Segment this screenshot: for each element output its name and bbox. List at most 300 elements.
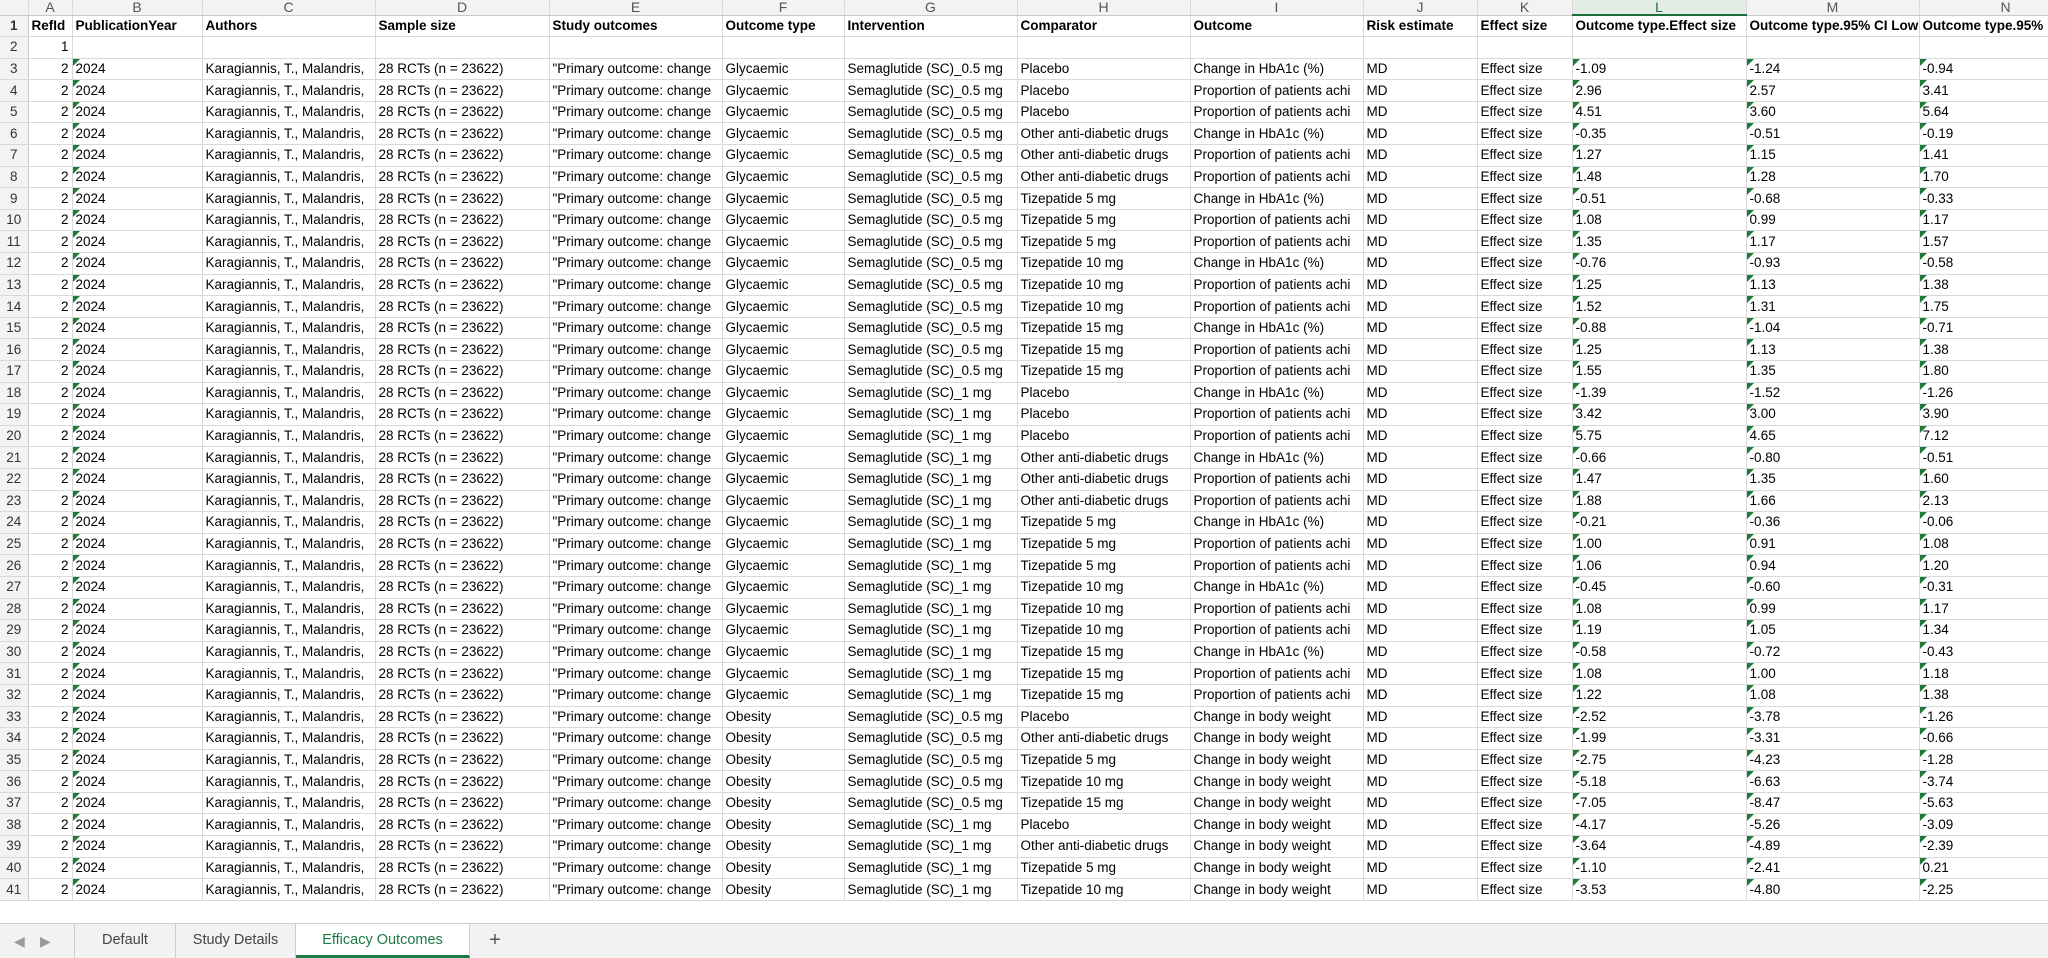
- table-cell[interactable]: [375, 37, 549, 59]
- table-cell[interactable]: -1.10: [1572, 857, 1746, 879]
- table-cell[interactable]: 2: [28, 145, 72, 167]
- table-cell[interactable]: Effect size: [1477, 274, 1572, 296]
- table-cell[interactable]: Effect size: [1477, 490, 1572, 512]
- table-cell[interactable]: -1.24: [1746, 58, 1919, 80]
- table-cell[interactable]: Glycaemic: [722, 361, 844, 383]
- table-cell[interactable]: Semaglutide (SC)_1 mg: [844, 598, 1017, 620]
- table-cell[interactable]: MD: [1363, 231, 1477, 253]
- column-header-i[interactable]: I: [1190, 0, 1363, 15]
- table-cell[interactable]: Semaglutide (SC)_0.5 mg: [844, 209, 1017, 231]
- table-cell[interactable]: -0.58: [1919, 253, 2048, 275]
- table-cell[interactable]: 2024: [72, 188, 202, 210]
- table-cell[interactable]: -2.39: [1919, 836, 2048, 858]
- table-cell[interactable]: Semaglutide (SC)_1 mg: [844, 555, 1017, 577]
- table-cell[interactable]: MD: [1363, 58, 1477, 80]
- table-cell[interactable]: Semaglutide (SC)_1 mg: [844, 425, 1017, 447]
- table-cell[interactable]: Effect size: [1477, 641, 1572, 663]
- table-cell[interactable]: Effect size: [1477, 792, 1572, 814]
- table-cell[interactable]: Semaglutide (SC)_0.5 mg: [844, 231, 1017, 253]
- table-cell[interactable]: MD: [1363, 425, 1477, 447]
- table-cell[interactable]: Glycaemic: [722, 598, 844, 620]
- table-cell[interactable]: Change in body weight: [1190, 706, 1363, 728]
- table-cell[interactable]: 5.75: [1572, 425, 1746, 447]
- table-cell[interactable]: MD: [1363, 490, 1477, 512]
- table-cell[interactable]: Tizepatide 10 mg: [1017, 253, 1190, 275]
- table-cell[interactable]: MD: [1363, 706, 1477, 728]
- table-cell[interactable]: Effect size: [1477, 339, 1572, 361]
- table-cell[interactable]: Proportion of patients achi: [1190, 209, 1363, 231]
- table-cell[interactable]: "Primary outcome: change: [549, 253, 722, 275]
- row-header[interactable]: 8: [0, 166, 28, 188]
- table-cell[interactable]: 1.70: [1919, 166, 2048, 188]
- table-cell[interactable]: -1.28: [1919, 749, 2048, 771]
- row-header[interactable]: 7: [0, 145, 28, 167]
- table-cell[interactable]: Effect size: [1477, 361, 1572, 383]
- table-cell[interactable]: Tizepatide 5 mg: [1017, 533, 1190, 555]
- table-cell[interactable]: Glycaemic: [722, 145, 844, 167]
- table-cell[interactable]: "Primary outcome: change: [549, 792, 722, 814]
- row-header[interactable]: 41: [0, 879, 28, 901]
- sheet-tab-study-details[interactable]: Study Details: [176, 924, 296, 958]
- column-header-m[interactable]: M: [1746, 0, 1919, 15]
- table-cell[interactable]: "Primary outcome: change: [549, 836, 722, 858]
- table-cell[interactable]: Change in HbA1c (%): [1190, 58, 1363, 80]
- table-cell[interactable]: "Primary outcome: change: [549, 339, 722, 361]
- table-cell[interactable]: Glycaemic: [722, 620, 844, 642]
- table-cell[interactable]: Tizepatide 10 mg: [1017, 576, 1190, 598]
- table-cell[interactable]: Proportion of patients achi: [1190, 555, 1363, 577]
- table-cell[interactable]: 2: [28, 80, 72, 102]
- table-cell[interactable]: Tizepatide 10 mg: [1017, 879, 1190, 901]
- row-header[interactable]: 33: [0, 706, 28, 728]
- table-cell[interactable]: Change in HbA1c (%): [1190, 576, 1363, 598]
- table-cell[interactable]: 0.94: [1746, 555, 1919, 577]
- table-cell[interactable]: -0.33: [1919, 188, 2048, 210]
- table-cell[interactable]: Glycaemic: [722, 339, 844, 361]
- table-cell[interactable]: 0.91: [1746, 533, 1919, 555]
- table-cell[interactable]: "Primary outcome: change: [549, 533, 722, 555]
- table-cell[interactable]: Semaglutide (SC)_1 mg: [844, 382, 1017, 404]
- table-cell[interactable]: MD: [1363, 123, 1477, 145]
- table-cell[interactable]: Semaglutide (SC)_1 mg: [844, 836, 1017, 858]
- table-cell[interactable]: "Primary outcome: change: [549, 728, 722, 750]
- table-cell[interactable]: 28 RCTs (n = 23622): [375, 728, 549, 750]
- table-cell[interactable]: Karagiannis, T., Malandris,: [202, 101, 375, 123]
- column-header-d[interactable]: D: [375, 0, 549, 15]
- table-cell[interactable]: 2: [28, 792, 72, 814]
- table-cell[interactable]: -0.93: [1746, 253, 1919, 275]
- table-cell[interactable]: 2: [28, 274, 72, 296]
- table-cell[interactable]: MD: [1363, 576, 1477, 598]
- table-cell[interactable]: -3.31: [1746, 728, 1919, 750]
- table-cell[interactable]: Outcome: [1190, 15, 1363, 37]
- table-cell[interactable]: MD: [1363, 533, 1477, 555]
- table-cell[interactable]: -3.09: [1919, 814, 2048, 836]
- table-cell[interactable]: 2: [28, 706, 72, 728]
- table-cell[interactable]: -0.88: [1572, 317, 1746, 339]
- table-cell[interactable]: MD: [1363, 468, 1477, 490]
- table-cell[interactable]: [1477, 37, 1572, 59]
- table-cell[interactable]: -0.58: [1572, 641, 1746, 663]
- table-cell[interactable]: Sample size: [375, 15, 549, 37]
- table-cell[interactable]: Glycaemic: [722, 253, 844, 275]
- table-cell[interactable]: 28 RCTs (n = 23622): [375, 404, 549, 426]
- table-cell[interactable]: 2: [28, 663, 72, 685]
- table-cell[interactable]: 2024: [72, 253, 202, 275]
- table-cell[interactable]: -4.89: [1746, 836, 1919, 858]
- table-cell[interactable]: MD: [1363, 555, 1477, 577]
- table-cell[interactable]: Karagiannis, T., Malandris,: [202, 728, 375, 750]
- table-cell[interactable]: MD: [1363, 814, 1477, 836]
- table-cell[interactable]: Karagiannis, T., Malandris,: [202, 339, 375, 361]
- table-cell[interactable]: MD: [1363, 253, 1477, 275]
- table-cell[interactable]: Karagiannis, T., Malandris,: [202, 771, 375, 793]
- table-cell[interactable]: Tizepatide 5 mg: [1017, 512, 1190, 534]
- table-cell[interactable]: Change in HbA1c (%): [1190, 447, 1363, 469]
- table-cell[interactable]: 1.48: [1572, 166, 1746, 188]
- table-cell[interactable]: 2024: [72, 836, 202, 858]
- table-cell[interactable]: Karagiannis, T., Malandris,: [202, 706, 375, 728]
- table-cell[interactable]: -2.52: [1572, 706, 1746, 728]
- table-cell[interactable]: Glycaemic: [722, 231, 844, 253]
- table-cell[interactable]: -2.75: [1572, 749, 1746, 771]
- table-cell[interactable]: Proportion of patients achi: [1190, 404, 1363, 426]
- row-header[interactable]: 21: [0, 447, 28, 469]
- table-cell[interactable]: 2024: [72, 576, 202, 598]
- table-cell[interactable]: 2024: [72, 209, 202, 231]
- table-cell[interactable]: 2024: [72, 533, 202, 555]
- table-cell[interactable]: 1.17: [1919, 209, 2048, 231]
- table-cell[interactable]: Semaglutide (SC)_1 mg: [844, 879, 1017, 901]
- sheet-tab-default[interactable]: Default: [74, 924, 176, 958]
- table-cell[interactable]: 28 RCTs (n = 23622): [375, 533, 549, 555]
- table-cell[interactable]: MD: [1363, 274, 1477, 296]
- table-cell[interactable]: 2: [28, 533, 72, 555]
- table-cell[interactable]: Proportion of patients achi: [1190, 145, 1363, 167]
- table-cell[interactable]: Obesity: [722, 728, 844, 750]
- table-cell[interactable]: MD: [1363, 641, 1477, 663]
- table-cell[interactable]: Semaglutide (SC)_0.5 mg: [844, 706, 1017, 728]
- table-cell[interactable]: Tizepatide 15 mg: [1017, 317, 1190, 339]
- table-cell[interactable]: 28 RCTs (n = 23622): [375, 792, 549, 814]
- table-cell[interactable]: 2: [28, 879, 72, 901]
- table-cell[interactable]: Tizepatide 15 mg: [1017, 361, 1190, 383]
- table-cell[interactable]: 2024: [72, 317, 202, 339]
- table-cell[interactable]: MD: [1363, 145, 1477, 167]
- table-cell[interactable]: Karagiannis, T., Malandris,: [202, 166, 375, 188]
- column-header-l[interactable]: L: [1572, 0, 1746, 15]
- table-cell[interactable]: Tizepatide 5 mg: [1017, 188, 1190, 210]
- table-cell[interactable]: Tizepatide 5 mg: [1017, 209, 1190, 231]
- table-cell[interactable]: Semaglutide (SC)_1 mg: [844, 490, 1017, 512]
- table-cell[interactable]: Obesity: [722, 857, 844, 879]
- table-cell[interactable]: Change in HbA1c (%): [1190, 123, 1363, 145]
- table-cell[interactable]: Glycaemic: [722, 404, 844, 426]
- table-cell[interactable]: Glycaemic: [722, 555, 844, 577]
- table-cell[interactable]: MD: [1363, 361, 1477, 383]
- table-cell[interactable]: Effect size: [1477, 576, 1572, 598]
- table-cell[interactable]: Karagiannis, T., Malandris,: [202, 80, 375, 102]
- table-cell[interactable]: Proportion of patients achi: [1190, 663, 1363, 685]
- table-cell[interactable]: Glycaemic: [722, 447, 844, 469]
- row-header[interactable]: 40: [0, 857, 28, 879]
- table-cell[interactable]: 2: [28, 425, 72, 447]
- table-cell[interactable]: 1.06: [1572, 555, 1746, 577]
- column-header-a[interactable]: A: [28, 0, 72, 15]
- table-cell[interactable]: 1.52: [1572, 296, 1746, 318]
- table-cell[interactable]: "Primary outcome: change: [549, 576, 722, 598]
- table-cell[interactable]: MD: [1363, 296, 1477, 318]
- table-cell[interactable]: 28 RCTs (n = 23622): [375, 253, 549, 275]
- table-cell[interactable]: "Primary outcome: change: [549, 641, 722, 663]
- row-header[interactable]: 10: [0, 209, 28, 231]
- row-header[interactable]: 6: [0, 123, 28, 145]
- table-cell[interactable]: Comparator: [1017, 15, 1190, 37]
- table-cell[interactable]: "Primary outcome: change: [549, 749, 722, 771]
- table-cell[interactable]: "Primary outcome: change: [549, 771, 722, 793]
- table-cell[interactable]: "Primary outcome: change: [549, 58, 722, 80]
- table-cell[interactable]: Semaglutide (SC)_0.5 mg: [844, 728, 1017, 750]
- table-cell[interactable]: 1.28: [1746, 166, 1919, 188]
- table-cell[interactable]: 28 RCTs (n = 23622): [375, 425, 549, 447]
- table-cell[interactable]: 0.99: [1746, 209, 1919, 231]
- table-cell[interactable]: Tizepatide 15 mg: [1017, 684, 1190, 706]
- row-header[interactable]: 5: [0, 101, 28, 123]
- table-cell[interactable]: Semaglutide (SC)_0.5 mg: [844, 253, 1017, 275]
- table-cell[interactable]: 1.31: [1746, 296, 1919, 318]
- table-cell[interactable]: Semaglutide (SC)_0.5 mg: [844, 792, 1017, 814]
- table-cell[interactable]: 2: [28, 620, 72, 642]
- table-cell[interactable]: Effect size: [1477, 620, 1572, 642]
- table-cell[interactable]: Placebo: [1017, 101, 1190, 123]
- table-cell[interactable]: 2024: [72, 706, 202, 728]
- row-header[interactable]: 37: [0, 792, 28, 814]
- table-cell[interactable]: Effect size: [1477, 771, 1572, 793]
- table-cell[interactable]: Karagiannis, T., Malandris,: [202, 231, 375, 253]
- table-cell[interactable]: 1.35: [1572, 231, 1746, 253]
- table-cell[interactable]: Semaglutide (SC)_0.5 mg: [844, 145, 1017, 167]
- table-cell[interactable]: 28 RCTs (n = 23622): [375, 123, 549, 145]
- table-cell[interactable]: 2024: [72, 792, 202, 814]
- table-cell[interactable]: Effect size: [1477, 231, 1572, 253]
- table-cell[interactable]: -4.17: [1572, 814, 1746, 836]
- column-header-n[interactable]: N: [1919, 0, 2048, 15]
- table-cell[interactable]: 2: [28, 641, 72, 663]
- table-cell[interactable]: 28 RCTs (n = 23622): [375, 620, 549, 642]
- table-cell[interactable]: 28 RCTs (n = 23622): [375, 339, 549, 361]
- table-cell[interactable]: Karagiannis, T., Malandris,: [202, 468, 375, 490]
- table-cell[interactable]: Effect size: [1477, 80, 1572, 102]
- table-cell[interactable]: Other anti-diabetic drugs: [1017, 490, 1190, 512]
- row-header[interactable]: 17: [0, 361, 28, 383]
- table-cell[interactable]: Change in HbA1c (%): [1190, 317, 1363, 339]
- table-cell[interactable]: -0.72: [1746, 641, 1919, 663]
- table-cell[interactable]: Effect size: [1477, 814, 1572, 836]
- table-cell[interactable]: 2: [28, 857, 72, 879]
- table-cell[interactable]: Effect size: [1477, 58, 1572, 80]
- table-cell[interactable]: 2: [28, 771, 72, 793]
- table-cell[interactable]: Change in body weight: [1190, 814, 1363, 836]
- table-cell[interactable]: 2024: [72, 512, 202, 534]
- table-cell[interactable]: 28 RCTs (n = 23622): [375, 814, 549, 836]
- table-cell[interactable]: MD: [1363, 598, 1477, 620]
- table-cell[interactable]: Karagiannis, T., Malandris,: [202, 663, 375, 685]
- row-header[interactable]: 16: [0, 339, 28, 361]
- table-cell[interactable]: 1.20: [1919, 555, 2048, 577]
- table-cell[interactable]: Other anti-diabetic drugs: [1017, 123, 1190, 145]
- table-cell[interactable]: 1.27: [1572, 145, 1746, 167]
- sheet-tab-efficacy-outcomes[interactable]: Efficacy Outcomes: [296, 924, 470, 958]
- table-cell[interactable]: Obesity: [722, 879, 844, 901]
- table-cell[interactable]: 2: [28, 490, 72, 512]
- table-cell[interactable]: MD: [1363, 857, 1477, 879]
- table-cell[interactable]: 1.60: [1919, 468, 2048, 490]
- table-cell[interactable]: -0.66: [1919, 728, 2048, 750]
- table-cell[interactable]: Semaglutide (SC)_1 mg: [844, 512, 1017, 534]
- row-header[interactable]: 35: [0, 749, 28, 771]
- table-cell[interactable]: 1.08: [1572, 598, 1746, 620]
- table-cell[interactable]: Tizepatide 10 mg: [1017, 620, 1190, 642]
- table-cell[interactable]: Karagiannis, T., Malandris,: [202, 512, 375, 534]
- table-cell[interactable]: Obesity: [722, 836, 844, 858]
- table-cell[interactable]: Semaglutide (SC)_1 mg: [844, 620, 1017, 642]
- table-cell[interactable]: 2: [28, 728, 72, 750]
- table-cell[interactable]: Glycaemic: [722, 188, 844, 210]
- table-cell[interactable]: [72, 37, 202, 59]
- table-cell[interactable]: Study outcomes: [549, 15, 722, 37]
- table-cell[interactable]: 28 RCTs (n = 23622): [375, 361, 549, 383]
- table-cell[interactable]: 2.13: [1919, 490, 2048, 512]
- table-cell[interactable]: Outcome type: [722, 15, 844, 37]
- table-cell[interactable]: 1.22: [1572, 684, 1746, 706]
- table-cell[interactable]: Glycaemic: [722, 641, 844, 663]
- table-cell[interactable]: 28 RCTs (n = 23622): [375, 490, 549, 512]
- table-cell[interactable]: 2: [28, 598, 72, 620]
- table-cell[interactable]: Tizepatide 15 mg: [1017, 339, 1190, 361]
- table-cell[interactable]: PublicationYear: [72, 15, 202, 37]
- table-cell[interactable]: Proportion of patients achi: [1190, 101, 1363, 123]
- table-cell[interactable]: 1.08: [1919, 533, 2048, 555]
- table-cell[interactable]: MD: [1363, 447, 1477, 469]
- table-cell[interactable]: MD: [1363, 512, 1477, 534]
- table-cell[interactable]: Change in HbA1c (%): [1190, 512, 1363, 534]
- table-cell[interactable]: 2024: [72, 58, 202, 80]
- table-cell[interactable]: -0.45: [1572, 576, 1746, 598]
- table-cell[interactable]: 1.80: [1919, 361, 2048, 383]
- table-cell[interactable]: -1.99: [1572, 728, 1746, 750]
- table-cell[interactable]: Effect size: [1477, 188, 1572, 210]
- table-cell[interactable]: MD: [1363, 792, 1477, 814]
- table-cell[interactable]: 28 RCTs (n = 23622): [375, 641, 549, 663]
- table-cell[interactable]: 2024: [72, 857, 202, 879]
- table-cell[interactable]: MD: [1363, 101, 1477, 123]
- table-cell[interactable]: Semaglutide (SC)_0.5 mg: [844, 101, 1017, 123]
- row-header[interactable]: 20: [0, 425, 28, 447]
- table-cell[interactable]: Glycaemic: [722, 317, 844, 339]
- table-cell[interactable]: -0.21: [1572, 512, 1746, 534]
- table-cell[interactable]: Karagiannis, T., Malandris,: [202, 576, 375, 598]
- table-cell[interactable]: "Primary outcome: change: [549, 425, 722, 447]
- table-cell[interactable]: 28 RCTs (n = 23622): [375, 80, 549, 102]
- table-cell[interactable]: "Primary outcome: change: [549, 468, 722, 490]
- table-cell[interactable]: 0.99: [1746, 598, 1919, 620]
- table-cell[interactable]: 2: [28, 836, 72, 858]
- table-cell[interactable]: Glycaemic: [722, 576, 844, 598]
- table-cell[interactable]: Effect size: [1477, 598, 1572, 620]
- table-cell[interactable]: Tizepatide 15 mg: [1017, 792, 1190, 814]
- table-cell[interactable]: MD: [1363, 728, 1477, 750]
- table-cell[interactable]: Placebo: [1017, 382, 1190, 404]
- table-cell[interactable]: Proportion of patients achi: [1190, 166, 1363, 188]
- table-cell[interactable]: -0.51: [1572, 188, 1746, 210]
- table-cell[interactable]: -4.80: [1746, 879, 1919, 901]
- table-cell[interactable]: MD: [1363, 684, 1477, 706]
- table-cell[interactable]: 1.38: [1919, 339, 2048, 361]
- table-cell[interactable]: Semaglutide (SC)_1 mg: [844, 447, 1017, 469]
- row-header[interactable]: 15: [0, 317, 28, 339]
- table-cell[interactable]: Glycaemic: [722, 663, 844, 685]
- table-cell[interactable]: MD: [1363, 771, 1477, 793]
- table-cell[interactable]: "Primary outcome: change: [549, 447, 722, 469]
- table-cell[interactable]: MD: [1363, 188, 1477, 210]
- row-header[interactable]: 28: [0, 598, 28, 620]
- table-cell[interactable]: Tizepatide 10 mg: [1017, 771, 1190, 793]
- table-cell[interactable]: Glycaemic: [722, 425, 844, 447]
- table-cell[interactable]: 28 RCTs (n = 23622): [375, 836, 549, 858]
- table-cell[interactable]: -0.60: [1746, 576, 1919, 598]
- row-header[interactable]: 13: [0, 274, 28, 296]
- table-cell[interactable]: Change in body weight: [1190, 836, 1363, 858]
- table-cell[interactable]: Karagiannis, T., Malandris,: [202, 123, 375, 145]
- table-cell[interactable]: -0.36: [1746, 512, 1919, 534]
- table-cell[interactable]: Karagiannis, T., Malandris,: [202, 533, 375, 555]
- table-cell[interactable]: 2024: [72, 123, 202, 145]
- table-cell[interactable]: 28 RCTs (n = 23622): [375, 209, 549, 231]
- table-cell[interactable]: Effect size: [1477, 296, 1572, 318]
- table-cell[interactable]: Semaglutide (SC)_0.5 mg: [844, 58, 1017, 80]
- table-cell[interactable]: 2024: [72, 339, 202, 361]
- table-cell[interactable]: 28 RCTs (n = 23622): [375, 166, 549, 188]
- table-cell[interactable]: 1.05: [1746, 620, 1919, 642]
- table-cell[interactable]: MD: [1363, 663, 1477, 685]
- column-header-k[interactable]: K: [1477, 0, 1572, 15]
- table-cell[interactable]: 1.17: [1919, 598, 2048, 620]
- table-cell[interactable]: "Primary outcome: change: [549, 382, 722, 404]
- table-cell[interactable]: 2: [28, 253, 72, 275]
- table-cell[interactable]: Karagiannis, T., Malandris,: [202, 296, 375, 318]
- table-cell[interactable]: Effect size: [1477, 879, 1572, 901]
- table-cell[interactable]: Semaglutide (SC)_1 mg: [844, 468, 1017, 490]
- table-cell[interactable]: "Primary outcome: change: [549, 663, 722, 685]
- table-cell[interactable]: 28 RCTs (n = 23622): [375, 598, 549, 620]
- table-cell[interactable]: 1.57: [1919, 231, 2048, 253]
- table-cell[interactable]: -1.04: [1746, 317, 1919, 339]
- table-cell[interactable]: "Primary outcome: change: [549, 80, 722, 102]
- row-header[interactable]: 3: [0, 58, 28, 80]
- column-header-b[interactable]: B: [72, 0, 202, 15]
- table-cell[interactable]: [1746, 37, 1919, 59]
- table-cell[interactable]: MD: [1363, 209, 1477, 231]
- table-cell[interactable]: 28 RCTs (n = 23622): [375, 512, 549, 534]
- table-cell[interactable]: Obesity: [722, 814, 844, 836]
- table-cell[interactable]: Tizepatide 5 mg: [1017, 555, 1190, 577]
- table-cell[interactable]: Semaglutide (SC)_0.5 mg: [844, 123, 1017, 145]
- table-cell[interactable]: 28 RCTs (n = 23622): [375, 857, 549, 879]
- table-cell[interactable]: "Primary outcome: change: [549, 490, 722, 512]
- table-cell[interactable]: Change in body weight: [1190, 792, 1363, 814]
- table-cell[interactable]: Placebo: [1017, 80, 1190, 102]
- table-cell[interactable]: -0.35: [1572, 123, 1746, 145]
